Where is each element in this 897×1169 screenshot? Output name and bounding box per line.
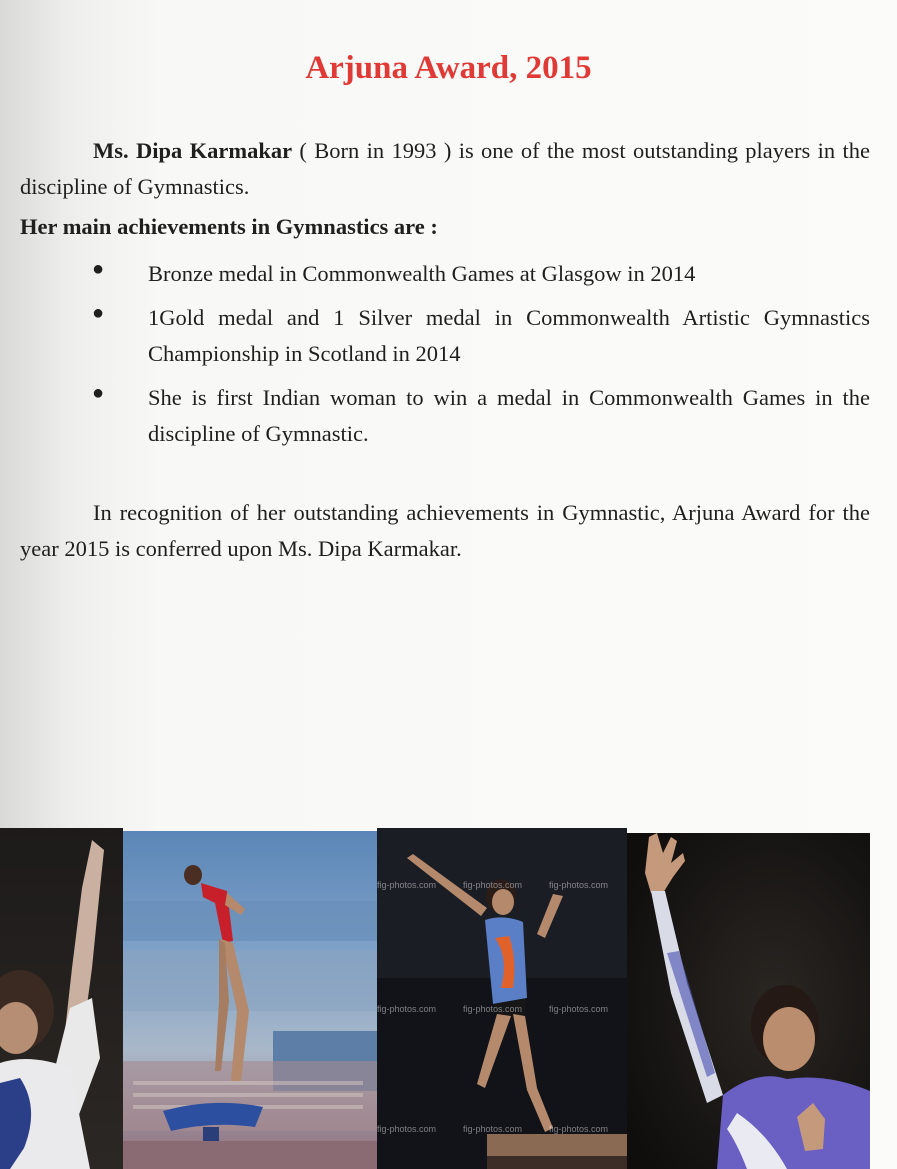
watermark-text: fig-photos.com [377, 1124, 437, 1134]
closing-paragraph: In recognition of her outstanding achievements in Gymnastic, Arjuna Award for the year 2015 is conferred upon Ms. Dipa Karmakar. [20, 500, 870, 561]
intro-text: ( Born in 1993 ) is one of the most outstanding players in the discipline of Gymnastics. [20, 138, 870, 199]
achievement-item [92, 300, 870, 372]
bullet-icon: ● [92, 382, 105, 404]
watermark-text: fig-photos.com [463, 1124, 523, 1134]
awardee-name: Ms. Dipa Karmakar [93, 138, 293, 163]
watermark-text: fig-photos.com [463, 1004, 523, 1014]
achievement-text: She is first Indian woman to win a medal in Commonwealth Games in the discipline of Gymnastic. [148, 385, 870, 446]
bullet-icon: ● [92, 258, 105, 280]
watermark-text: fig-photos.com [377, 880, 437, 890]
intro-paragraph [20, 133, 870, 205]
watermark-text: fig-photos.com [549, 880, 609, 890]
watermark-text: fig-photos.com [549, 1124, 609, 1134]
page-title: Arjuna Award, 2015 [305, 50, 592, 87]
watermark-text: fig-photos.com [377, 1004, 437, 1014]
achievement-item [92, 380, 870, 452]
photo-collage [0, 828, 870, 1169]
achievement-item [92, 256, 870, 292]
watermark-text: fig-photos.com [463, 880, 523, 890]
gymnast-photo-balance-beam [377, 828, 627, 1169]
gymnast-photo-arm-raised [0, 828, 123, 1169]
achievement-text: Bronze medal in Commonwealth Games at Glasgow in 2014 [148, 261, 696, 286]
watermark-text: fig-photos.com [549, 1004, 609, 1014]
bullet-icon: ● [92, 302, 105, 324]
gymnast-photo-vault [123, 831, 377, 1169]
achievement-text: 1Gold medal and 1 Silver medal in Commonwealth Artistic Gymnastics Championship in Scotland in 2014 [148, 305, 870, 366]
achievements-heading: Her main achievements in Gymnastics are : [20, 214, 438, 239]
gymnast-photo-portrait [627, 833, 870, 1169]
